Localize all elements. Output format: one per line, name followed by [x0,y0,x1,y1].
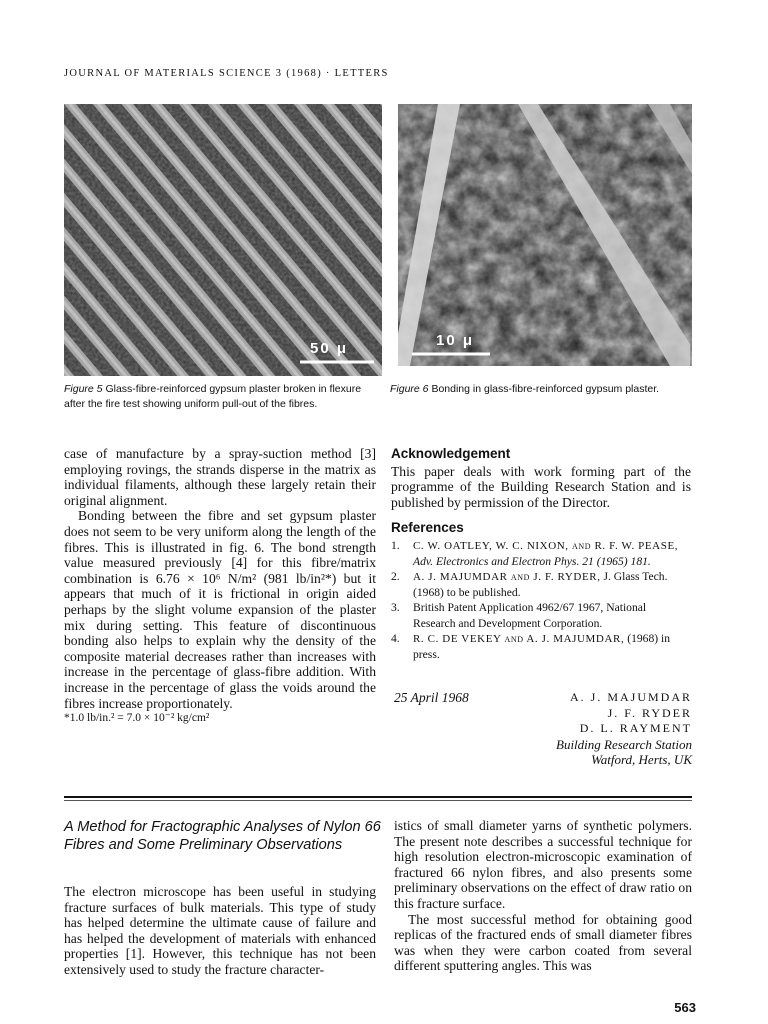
location: Watford, Herts, UK [591,752,692,768]
reference-item: 4. R. C. DE VEKEY and A. J. MAJUMDAR, (1968) in press. [391,631,671,661]
running-head: JOURNAL OF MATERIALS SCIENCE 3 (1968) · LETTERS [64,68,389,79]
signatory: J. F. RYDER [607,705,692,720]
signatory: A. J. MAJUMDAR [569,690,692,704]
figure-5-micrograph [64,104,382,376]
figure-6-micrograph [398,104,692,366]
article-title: A Method for Fractographic Analyses of Nylon 66 Fibres and Some Preliminary Observations [64,819,381,853]
right-column [391,446,691,662]
left-para-1: case of manufacture by a spray-suction method [3] employing rovings, the strands disperse in the matrix as individual filaments, although these largely retain their original alignment. [64,446,376,508]
reference-item: 2. A. J. MAJUMDAR and J. F. RYDER, J. Glass Tech. (1968) to be published. [391,569,668,599]
date: 25 April 1968 [394,690,469,705]
article-right-column [394,818,692,974]
section-divider-thin [64,800,692,801]
page-number: 563 [674,1000,696,1015]
article-left-column [64,884,376,978]
institution: Building Research Station [556,736,692,752]
article-right-para-2: The most successful method for obtaining good replicas of the fractured ends of small diameter fibres was when they were carbon coated from several different sputtering angles. This was [394,911,692,974]
references-heading: References [391,520,464,536]
signatory: D. L. RAYMENT [579,721,692,736]
article-left-text: The electron microscope has been useful in studying fracture surfaces of bulk materials. This type of study has helped determine the ultimate cause of failure and has helped the development of materials with enhanced properties [1]. However, this technique has not been extensively used to study the fracture character- [64,884,376,977]
left-column [64,446,376,725]
left-para-2: Bonding between the fibre and set gypsum plaster does not seem to be very uniform along the length of the fibres. This is illustrated in fig. 6. The bond strength value measured previously [4] for this fibre/matrix combination is 6.76 × 10⁶ N/m² (981 lb/in²*) but it appears that much of it is frictional in origin aided perhaps by the slight volume expansion of the plaster mix during setting. This feature of discontinuous bonding also helps to explain why the density of the composite material decreases rather than increases with increase in the percentage of glass-fibre addition. With increase in the percentage of glass the voids around the fibres increase proportionately. [64,508,376,711]
figure-6-caption-text: Bonding in glass-fibre-reinforced gypsum plaster. [431,383,660,395]
figure-5-caption-label: Figure 5 [64,383,103,395]
reference-item: 3. British Patent Application 4962/67 1967, National Research and Development Corporation. [391,600,647,630]
reference-list [391,538,691,662]
section-divider [64,796,692,798]
figure-5-scale-label: 50 μ [310,340,349,357]
figure-5-caption [64,382,382,412]
reference-item: 1. C. W. OATLEY, W. C. NIXON, and R. F. W. PEASE, Adv. Electronics and Electron Phys. 21 (1965) 181. [391,538,679,568]
figure-6-caption-label: Figure 6 [390,383,429,395]
figure-5-image [64,104,382,376]
figure-6-scale-label: 10 μ [436,332,475,349]
figure-6-caption [390,382,700,397]
footnote: *1.0 lb/in.² = 7.0 × 10⁻² kg/cm² [64,712,210,725]
article-right-para-1: istics of small diameter yarns of synthetic polymers. The present note describes a successful technique for high resolution electron-microscopic examination of fractured 66 nylon fibres, and also presents some preliminary observations on the effect of draw ratio on this fracture surface. [394,818,692,911]
figure-5-caption-text: Glass-fibre-reinforced gypsum plaster broken in flexure after the fire test showing uniform pull-out of the fibres. [64,383,362,410]
signature-block [472,690,692,768]
acknowledgement-heading: Acknowledgement [391,446,511,461]
acknowledgement-text: This paper deals with work forming part of the programme of the Building Research Station and is published by permission of the Director. [391,463,691,510]
figure-6-image [398,104,692,366]
